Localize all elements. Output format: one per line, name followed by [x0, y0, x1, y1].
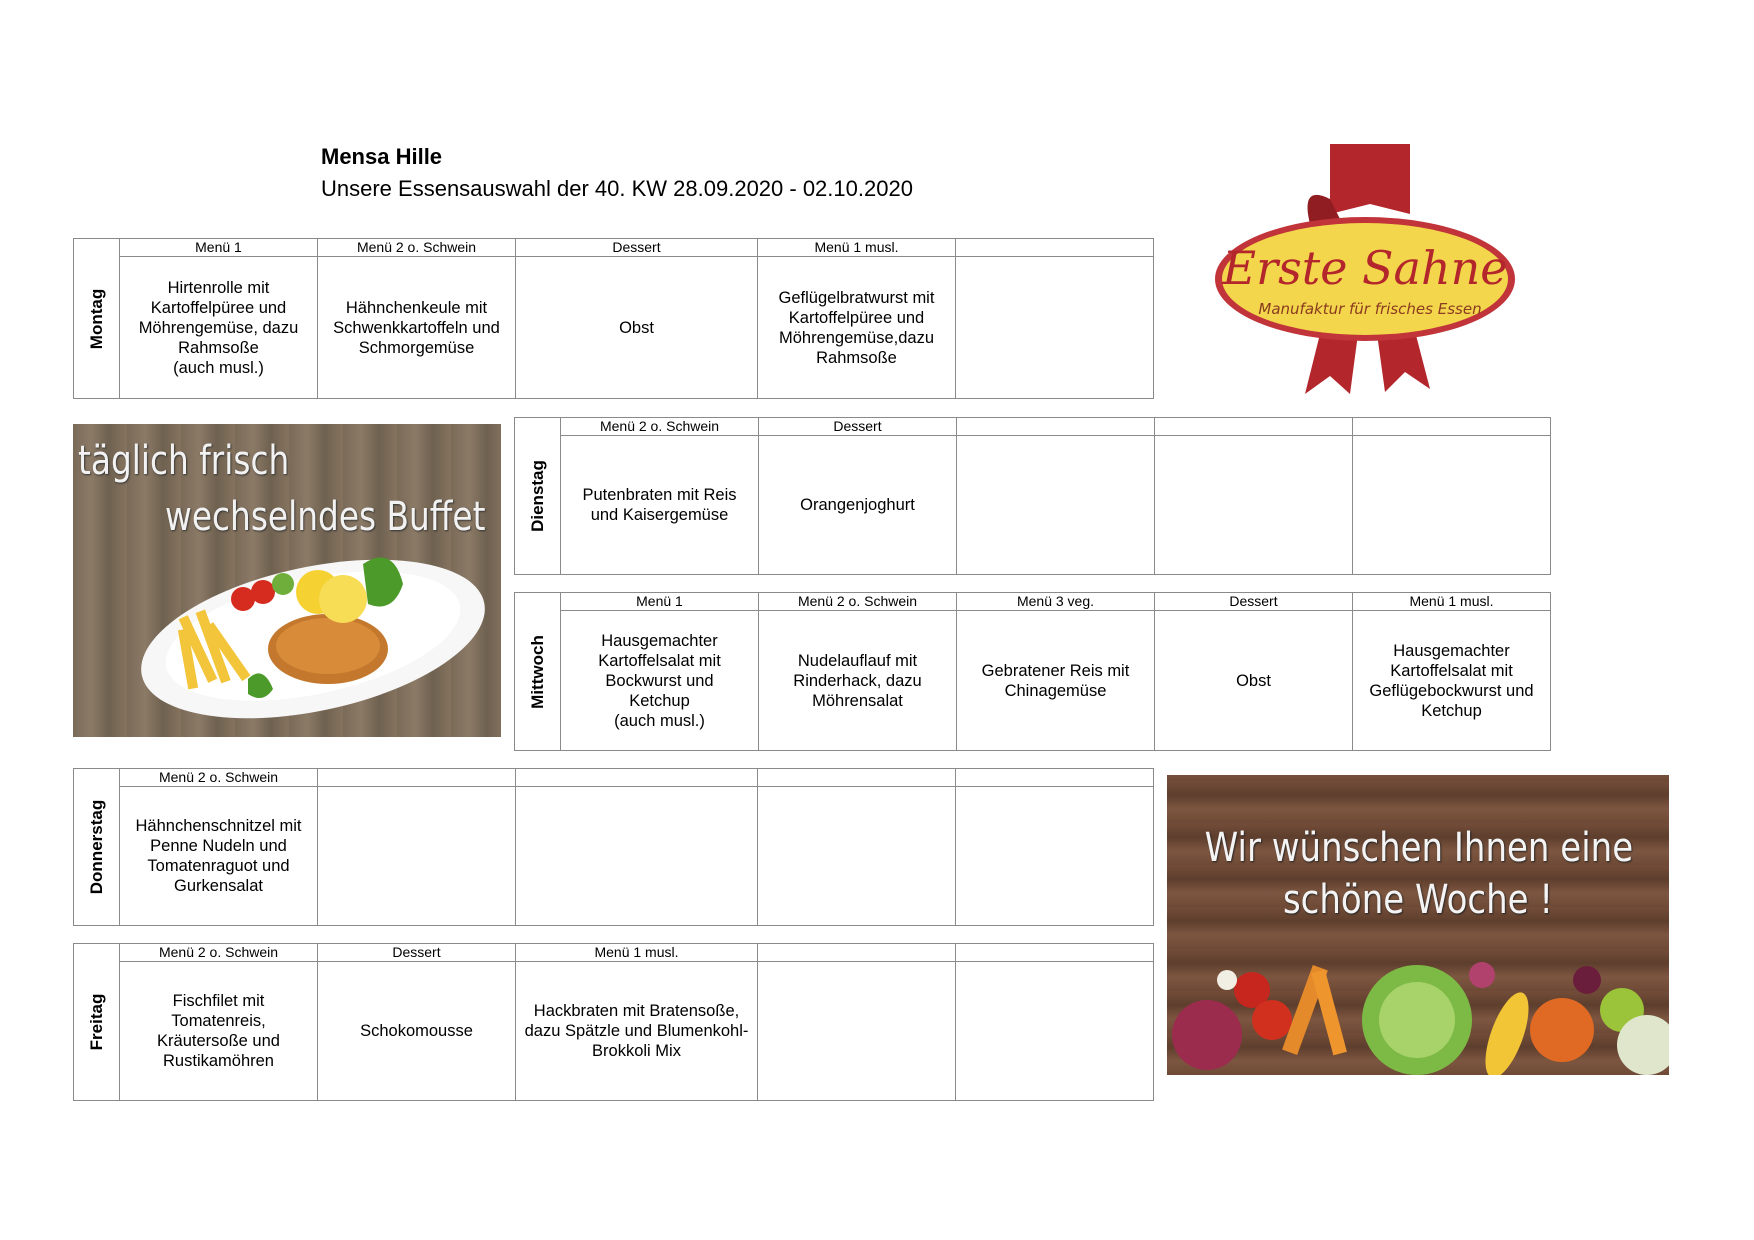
column-header — [956, 944, 1154, 962]
menu-cell: Fischfilet mit Tomatenreis, Kräutersoße und Rustikamöhren — [120, 962, 318, 1101]
day-label-montag: Montag — [74, 239, 120, 399]
day-block-mittwoch — [514, 592, 1551, 751]
logo-brand: Erste Sahne — [1222, 241, 1508, 295]
column-header: Menü 1 — [120, 239, 318, 257]
veggie-line2: schöne Woche ! — [1282, 877, 1554, 923]
logo-graphic — [1210, 144, 1520, 394]
column-header — [758, 769, 956, 787]
menu-table-mittwoch — [514, 592, 1551, 751]
buffet-line1: täglich frisch — [78, 438, 290, 484]
column-header — [1155, 418, 1353, 436]
column-header: Menü 3 veg. — [957, 593, 1155, 611]
menu-table-donnerstag — [73, 768, 1154, 926]
column-header — [318, 769, 516, 787]
day-block-dienstag — [514, 417, 1551, 575]
menu-cell: Obst — [1155, 611, 1353, 751]
menu-cell — [1353, 436, 1551, 575]
menu-cell — [758, 787, 956, 926]
day-block-freitag — [73, 943, 1154, 1101]
menu-table-freitag — [73, 943, 1154, 1101]
menu-cell — [1155, 436, 1353, 575]
menu-table-montag — [73, 238, 1154, 399]
column-header: Menü 2 o. Schwein — [561, 418, 759, 436]
column-header — [516, 769, 758, 787]
day-label-dienstag: Dienstag — [515, 418, 561, 575]
column-header — [758, 944, 956, 962]
page-title: Mensa Hille — [321, 144, 443, 169]
menu-cell: Hausgemachter Kartoffelsalat mit Bockwurst und Ketchup (auch musl.) — [561, 611, 759, 751]
day-label-freitag: Freitag — [74, 944, 120, 1101]
menu-cell: Nudelauflauf mit Rinderhack, dazu Möhrensalat — [759, 611, 957, 751]
veggie-line1: Wir wünschen Ihnen eine — [1204, 825, 1634, 871]
menu-cell: Geflügelbratwurst mit Kartoffelpüree und Möhrengemüse,dazu Rahmsoße — [758, 257, 956, 399]
menu-cell — [956, 787, 1154, 926]
menu-cell — [516, 787, 758, 926]
day-label-mittwoch: Mittwoch — [515, 593, 561, 751]
schnitzel-plate-illustration — [73, 424, 501, 737]
menu-cell: Obst — [516, 257, 758, 399]
menu-cell: Schokomousse — [318, 962, 516, 1101]
column-header — [957, 418, 1155, 436]
menu-cell — [957, 436, 1155, 575]
column-header: Menü 2 o. Schwein — [120, 769, 318, 787]
menu-cell: Hähnchenkeule mit Schwenkkartoffeln und Schmorgemüse — [318, 257, 516, 399]
menu-cell — [758, 962, 956, 1101]
column-header: Dessert — [1155, 593, 1353, 611]
page-subtitle: Unsere Essensauswahl der 40. KW 28.09.2020 - 02.10.2020 — [321, 176, 913, 201]
menu-cell: Hirtenrolle mit Kartoffelpüree und Möhrengemüse, dazu Rahmsoße (auch musl.) — [120, 257, 318, 399]
day-block-montag — [73, 238, 1154, 399]
column-header: Menü 2 o. Schwein — [759, 593, 957, 611]
buffet-image — [73, 424, 501, 737]
menu-cell — [956, 257, 1154, 399]
menu-cell: Hackbraten mit Bratensoße, dazu Spätzle und Blumenkohl- Brokkoli Mix — [516, 962, 758, 1101]
menu-cell: Gebratener Reis mit Chinagemüse — [957, 611, 1155, 751]
menu-cell — [318, 787, 516, 926]
menu-cell: Hähnchenschnitzel mit Penne Nudeln und Tomatenraguot und Gurkensalat — [120, 787, 318, 926]
column-header: Menü 1 musl. — [516, 944, 758, 962]
logo-tagline: Manufaktur für frisches Essen — [1258, 300, 1482, 318]
menu-cell: Orangenjoghurt — [759, 436, 957, 575]
buffet-line2: wechselndes Buffet — [165, 494, 486, 540]
menu-table-dienstag — [514, 417, 1551, 575]
column-header — [956, 239, 1154, 257]
menu-cell — [956, 962, 1154, 1101]
column-header — [956, 769, 1154, 787]
column-header: Menü 1 — [561, 593, 759, 611]
column-header: Dessert — [516, 239, 758, 257]
day-label-donnerstag: Donnerstag — [74, 769, 120, 926]
column-header: Dessert — [318, 944, 516, 962]
column-header: Menü 2 o. Schwein — [318, 239, 516, 257]
menu-cell: Putenbraten mit Reis und Kaisergemüse — [561, 436, 759, 575]
vegetables-image — [1167, 775, 1669, 1075]
column-header: Menü 1 musl. — [1353, 593, 1551, 611]
erste-sahne-logo — [1210, 144, 1520, 394]
vegetables-illustration — [1167, 775, 1669, 1075]
column-header: Menü 2 o. Schwein — [120, 944, 318, 962]
column-header: Menü 1 musl. — [758, 239, 956, 257]
column-header: Dessert — [759, 418, 957, 436]
column-header — [1353, 418, 1551, 436]
menu-cell: Hausgemachter Kartoffelsalat mit Geflügebockwurst und Ketchup — [1353, 611, 1551, 751]
day-block-donnerstag — [73, 768, 1154, 926]
